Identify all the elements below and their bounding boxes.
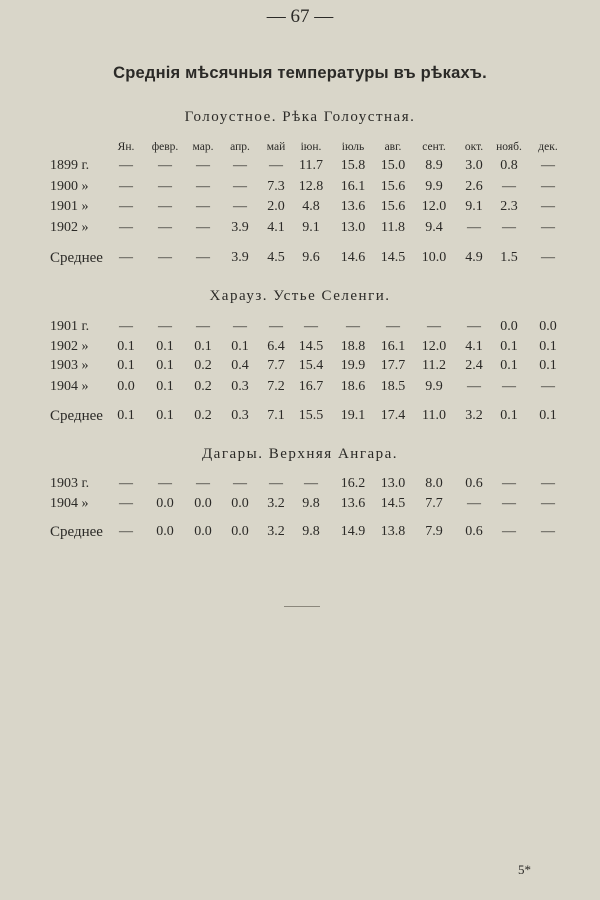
table-cell: 0.0 [156, 496, 174, 511]
month-header: февр. [151, 141, 179, 153]
table-cell: — [467, 496, 481, 511]
table-cell: — [233, 158, 247, 173]
table-cell: 12.0 [421, 199, 447, 214]
table-cell: — [502, 524, 516, 539]
table-cell: 0.0 [500, 319, 518, 334]
row-label: 1903 г. [50, 476, 90, 491]
table-cell: — [502, 379, 516, 394]
table-row [0, 199, 600, 219]
table-cell: 13.0 [380, 476, 406, 491]
table-cell: 3.2 [465, 408, 483, 423]
table-cell: 0.1 [231, 339, 249, 354]
table-cell: 2.4 [465, 358, 483, 373]
table-cell: — [502, 179, 516, 194]
row-label: Среднее [50, 250, 103, 266]
row-label: 1902 » [50, 220, 89, 235]
table-cell: 0.1 [500, 408, 518, 423]
table-cell: 0.1 [539, 358, 557, 373]
table-cell: 0.6 [465, 524, 483, 539]
table-cell: — [541, 496, 555, 511]
row-label: 1901 » [50, 199, 89, 214]
table-cell: 17.7 [380, 358, 406, 373]
table-cell: 7.7 [425, 496, 443, 511]
table-cell: — [119, 250, 133, 265]
table-cell: 0.0 [194, 496, 212, 511]
table-cell: 11.8 [381, 220, 405, 235]
divider-rule [284, 606, 320, 607]
table-cell: 18.6 [340, 379, 366, 394]
table-cell: — [233, 476, 247, 491]
table-cell: 3.0 [465, 158, 483, 173]
mean-row [0, 250, 600, 270]
page-title: Среднія мѣсячныя температуры въ рѣкахъ. [113, 64, 487, 82]
table-cell: — [119, 524, 133, 539]
table-cell: — [502, 496, 516, 511]
table-cell: — [541, 158, 555, 173]
table-cell: 15.5 [298, 408, 324, 423]
table-cell: 0.1 [500, 339, 518, 354]
table-cell: 6.4 [267, 339, 285, 354]
table-cell: 18.8 [340, 339, 366, 354]
table-cell: — [158, 220, 172, 235]
table-cell: — [119, 179, 133, 194]
table-cell: 7.1 [267, 408, 285, 423]
table-cell: 4.1 [465, 339, 483, 354]
month-header: іюль [341, 141, 365, 153]
table-cell: 16.7 [298, 379, 324, 394]
table-cell: 0.3 [231, 379, 249, 394]
row-label: 1903 » [50, 358, 89, 373]
table-cell: 0.2 [194, 358, 212, 373]
table-cell: — [119, 158, 133, 173]
row-label: 1899 г. [50, 158, 90, 173]
table-cell: — [541, 250, 555, 265]
table-cell: 13.6 [340, 199, 366, 214]
table-cell: — [541, 199, 555, 214]
table-row [0, 319, 600, 339]
month-header: Ян. [117, 141, 135, 153]
table-cell: 11.2 [422, 358, 446, 373]
section-title-kharauz: Харауз. Устье Селенги. [209, 288, 391, 304]
table-cell: 13.8 [380, 524, 406, 539]
table-cell: — [119, 220, 133, 235]
table-cell: 9.1 [302, 220, 320, 235]
month-header: сент. [422, 141, 446, 153]
table-cell: 0.1 [539, 339, 557, 354]
month-header: іюн. [300, 141, 322, 153]
table-cell: 4.5 [267, 250, 285, 265]
row-label: 1901 г. [50, 319, 90, 334]
table-cell: 9.4 [425, 220, 443, 235]
table-cell: — [119, 199, 133, 214]
table-cell: — [233, 319, 247, 334]
table-cell: 13.6 [340, 496, 366, 511]
month-header: дек. [538, 141, 558, 153]
table-cell: 9.9 [425, 179, 443, 194]
table-row [0, 358, 600, 378]
row-label: 1904 » [50, 379, 89, 394]
table-cell: 15.0 [380, 158, 406, 173]
table-cell: 14.6 [340, 250, 366, 265]
table-cell: 9.8 [302, 524, 320, 539]
table-cell: 2.3 [500, 199, 518, 214]
month-header: авг. [384, 141, 402, 153]
table-cell: 0.2 [194, 408, 212, 423]
table-cell: — [158, 476, 172, 491]
table-cell: — [158, 319, 172, 334]
month-header: май [266, 141, 286, 153]
table-cell: 7.2 [267, 379, 285, 394]
table-row [0, 220, 600, 240]
table-cell: 0.2 [194, 379, 212, 394]
table-cell: 16.1 [380, 339, 406, 354]
table-cell: — [119, 476, 133, 491]
table-cell: — [158, 250, 172, 265]
table-cell: 0.1 [117, 408, 135, 423]
table-cell: 0.6 [465, 476, 483, 491]
table-cell: 7.7 [267, 358, 285, 373]
page-number: — 67 — [266, 6, 334, 27]
table-cell: 0.4 [231, 358, 249, 373]
table-cell: 0.0 [539, 319, 557, 334]
table-cell: 3.9 [231, 250, 249, 265]
table-cell: — [158, 158, 172, 173]
table-cell: 16.2 [340, 476, 366, 491]
table-cell: 10.0 [421, 250, 447, 265]
table-cell: 3.2 [267, 524, 285, 539]
table-cell: 0.0 [117, 379, 135, 394]
table-cell: — [233, 179, 247, 194]
table-cell: 0.1 [156, 379, 174, 394]
table-cell: — [196, 250, 210, 265]
table-cell: — [196, 179, 210, 194]
table-cell: — [158, 179, 172, 194]
table-cell: — [502, 476, 516, 491]
table-cell: — [502, 220, 516, 235]
table-cell: 0.1 [156, 339, 174, 354]
table-cell: — [467, 220, 481, 235]
table-cell: 7.3 [267, 179, 285, 194]
table-row [0, 339, 600, 359]
table-cell: 15.6 [380, 199, 406, 214]
table-cell: 3.2 [267, 496, 285, 511]
table-row [0, 179, 600, 199]
table-cell: — [304, 319, 318, 334]
table-cell: 14.5 [380, 250, 406, 265]
table-row [0, 476, 600, 496]
table-cell: 0.1 [539, 408, 557, 423]
table-cell: — [119, 319, 133, 334]
table-row [0, 496, 600, 516]
table-cell: 12.0 [421, 339, 447, 354]
table-cell: 0.3 [231, 408, 249, 423]
table-cell: — [233, 199, 247, 214]
row-label: 1904 » [50, 496, 89, 511]
table-cell: — [196, 476, 210, 491]
table-cell: 4.8 [302, 199, 320, 214]
month-header: апр. [230, 141, 250, 153]
table-cell: — [196, 158, 210, 173]
table-cell: 4.9 [465, 250, 483, 265]
table-cell: — [158, 199, 172, 214]
table-cell: 19.9 [340, 358, 366, 373]
table-cell: 0.0 [194, 524, 212, 539]
row-label: 1900 » [50, 179, 89, 194]
table-cell: — [196, 199, 210, 214]
table-cell: 1.5 [500, 250, 518, 265]
signature-mark: 5* [518, 862, 531, 877]
table-cell: — [269, 319, 283, 334]
table-cell: — [269, 158, 283, 173]
table-cell: 0.1 [156, 408, 174, 423]
month-header: окт. [464, 141, 484, 153]
table-row [0, 379, 600, 399]
table-cell: 8.9 [425, 158, 443, 173]
table-cell: — [467, 319, 481, 334]
table-cell: 7.9 [425, 524, 443, 539]
table-cell: 0.1 [117, 339, 135, 354]
table-cell: — [541, 476, 555, 491]
table-cell: — [541, 524, 555, 539]
table-cell: 0.1 [194, 339, 212, 354]
table-cell: 17.4 [380, 408, 406, 423]
table-cell: 15.8 [340, 158, 366, 173]
table-cell: 0.8 [500, 158, 518, 173]
table-cell: 14.5 [298, 339, 324, 354]
table-cell: 19.1 [340, 408, 366, 423]
table-cell: — [467, 379, 481, 394]
table-cell: — [541, 379, 555, 394]
section-title-dagary: Дагары. Верхняя Ангара. [201, 446, 399, 462]
row-label: 1902 » [50, 339, 89, 354]
table-cell: 0.1 [500, 358, 518, 373]
month-header: мар. [192, 141, 214, 153]
table-cell: 4.1 [267, 220, 285, 235]
table-cell: 0.0 [231, 524, 249, 539]
table-cell: 9.9 [425, 379, 443, 394]
table-row [0, 158, 600, 178]
month-header-row [0, 141, 600, 157]
table-cell: — [196, 220, 210, 235]
table-cell: 9.1 [465, 199, 483, 214]
table-cell: 11.0 [422, 408, 446, 423]
table-cell: — [541, 179, 555, 194]
table-cell: 16.1 [340, 179, 366, 194]
table-cell: 8.0 [425, 476, 443, 491]
row-label: Среднее [50, 408, 103, 424]
table-cell: 3.9 [231, 220, 249, 235]
table-cell: — [269, 476, 283, 491]
table-cell: 2.0 [267, 199, 285, 214]
table-cell: 0.0 [156, 524, 174, 539]
table-cell: — [346, 319, 360, 334]
table-cell: 2.6 [465, 179, 483, 194]
mean-row [0, 524, 600, 544]
table-cell: — [427, 319, 441, 334]
table-cell: 9.8 [302, 496, 320, 511]
table-cell: 15.4 [298, 358, 324, 373]
table-cell: 13.0 [340, 220, 366, 235]
table-cell: 18.5 [380, 379, 406, 394]
section-title-goloustnoe: Голоустное. Рѣка Голоустная. [184, 109, 416, 125]
table-cell: — [386, 319, 400, 334]
table-cell: 9.6 [302, 250, 320, 265]
table-cell: 0.1 [117, 358, 135, 373]
table-cell: — [196, 319, 210, 334]
table-cell: 15.6 [380, 179, 406, 194]
table-cell: 0.0 [231, 496, 249, 511]
table-cell: 14.5 [380, 496, 406, 511]
table-cell: — [541, 220, 555, 235]
table-cell: 12.8 [298, 179, 324, 194]
table-cell: — [119, 496, 133, 511]
month-header: нояб. [496, 141, 522, 153]
mean-row [0, 408, 600, 428]
table-cell: 11.7 [299, 158, 323, 173]
row-label: Среднее [50, 524, 103, 540]
table-cell: 14.9 [340, 524, 366, 539]
table-cell: 0.1 [156, 358, 174, 373]
table-cell: — [304, 476, 318, 491]
